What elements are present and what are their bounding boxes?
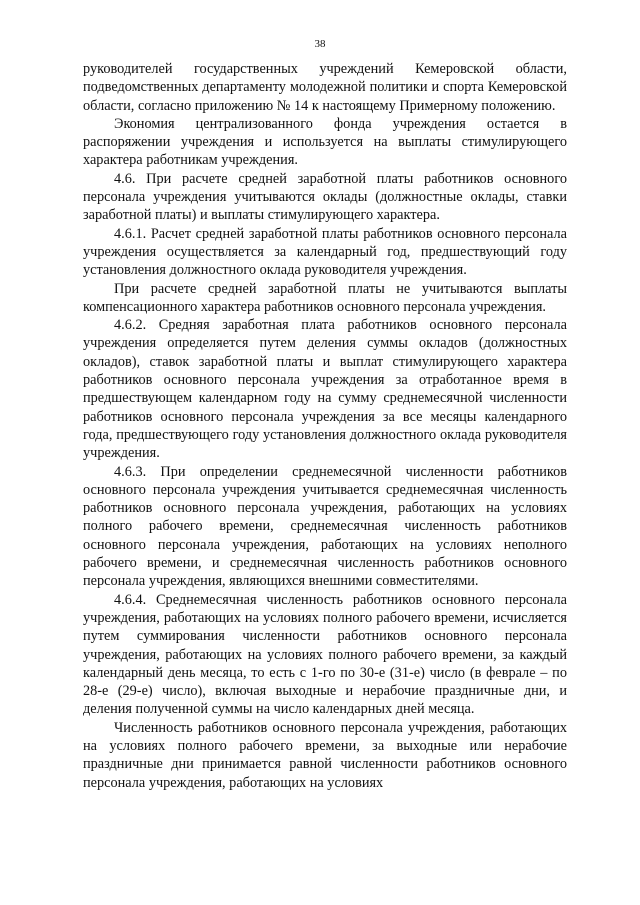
paragraph-4-6-4: 4.6.4. Среднемесячная численность работников основного персонала учреждения, работающих на условиях полного рабочего времени, исчисляется путем суммирования численности работников основного персонала учреждения, работающих на условиях полного рабочего времени, за каждый календарный день месяца, то есть с 1-го по 30-е (31-е) число (в феврале – по 28-е (29-е) число), включая выходные и нерабочие праздничные дни, и деления полученной суммы на число календарных дней месяца. — [83, 591, 567, 718]
paragraph-continuation: руководителей государственных учреждений Кемеровской области, подведомственных департаменту молодежной политики и спорта Кемеровской области, согласно приложению № 14 к настоящему Примерному положению. — [83, 61, 567, 114]
paragraph-4-6-3: 4.6.3. При определении среднемесячной численности работников основного персонала учреждения учитывается среднемесячная численность работников основного персонала учреждения, работающих на условиях полного рабочего времени, среднемесячная численность работников основного персонала учреждения, работающих на условиях неполного рабочего времени, и среднемесячная численность работников основного персонала учреждения, являющихся внешними совместителями. — [83, 463, 567, 590]
paragraph-4-6-1: 4.6.1. Расчет средней заработной платы работников основного персонала учреждения осуществляется за календарный год, предшествующий году установления должностного оклада руководителя учреждения. — [83, 225, 567, 279]
paragraph-4-6: 4.6. При расчете средней заработной платы работников основного персонала учреждения учитываются оклады (должностные оклады, ставки заработной платы) и выплаты стимулирующего характера. — [83, 170, 567, 224]
document-body — [83, 60, 567, 792]
paragraph-holiday-headcount: Численность работников основного персонала учреждения, работающих на условиях полного рабочего времени, за выходные или нерабочие праздничные дни принимается равной численности работников основного персонала учреждения, работающих на условиях — [83, 719, 567, 791]
paragraph-4-6-2: 4.6.2. Средняя заработная плата работников основного персонала учреждения определяется путем деления суммы окладов (должностных окладов), ставок заработной платы и выплат стимулирующего характера работников основного персонала учреждения за отработанное время в предшествующем календарном году на сумму среднемесячной численности работников основного персонала учреждения за все месяцы календарного года, предшествующего году установления должностного оклада руководителя учреждения. — [83, 317, 567, 462]
page-number: 38 — [314, 38, 326, 50]
paragraph-economy-fund: Экономия централизованного фонда учреждения остается в распоряжении учреждения и используется на выплаты стимулирующего характера работникам учреждения. — [83, 115, 567, 169]
paragraph-compensation-exclusion: При расчете средней заработной платы не учитываются выплаты компенсационного характера работников основного персонала учреждения. — [83, 280, 567, 315]
